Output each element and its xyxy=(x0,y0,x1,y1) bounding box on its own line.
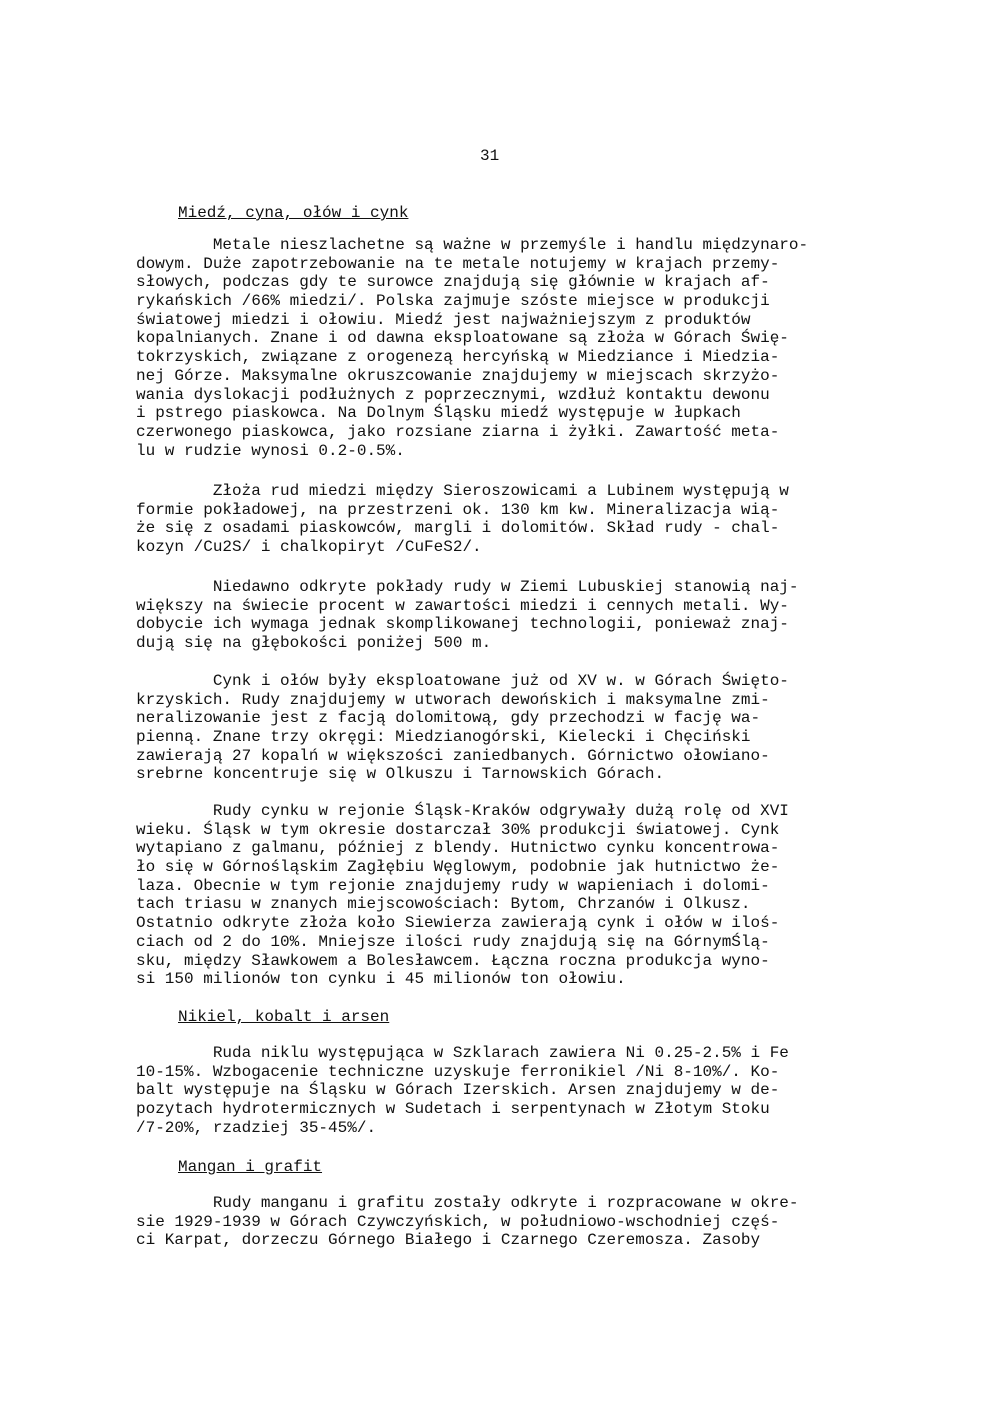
section-heading-copper-tin-lead-zinc: Miedź, cyna, ołów i cynk xyxy=(178,204,409,222)
text-line: wania dyslokacji podłużnych z poprzecznymi, wzdłuż kontaktu dewonu xyxy=(136,385,770,404)
text-line: rykańskich /66% miedzi/. Polska zajmuje szóste miejsce w produkcji xyxy=(136,292,770,311)
text-line: ci Karpat, dorzeczu Górnego Białego i Czarnego Czeremosza. Zasoby xyxy=(136,1231,761,1250)
text-line: /7-20%, rzadziej 35-45%/. xyxy=(136,1118,377,1137)
text-line: dują się na głębokości poniżej 500 m. xyxy=(136,634,492,653)
section-heading-nickel-cobalt-arsenic: Nikiel, kobalt i arsen xyxy=(178,1008,390,1026)
text-line: wieku. Śląsk w tym okresie dostarczał 30% produkcji światowej. Cynk xyxy=(136,820,780,839)
paragraph-zinc-lead-swietokrzyskie xyxy=(136,672,876,784)
text-line: 10-15%. Wzbogacenie techniczne uzyskuje ferronikiel /Ni 8-10%/. Ko- xyxy=(136,1062,780,1081)
text-line: słowych, podczas gdy te surowce znajdują się głównie w krajach af- xyxy=(136,273,770,292)
text-line: neralizowanie jest z facją dolomitową, gdy przechodzi w fację wa- xyxy=(136,709,761,728)
page-number: 31 xyxy=(480,147,500,165)
paragraph-nickel-cobalt-arsenic xyxy=(136,1044,876,1137)
text-line: Cynk i ołów były eksploatowane już od XV w. w Górach Świętо- xyxy=(136,672,789,690)
text-line: Złoża rud miedzi między Sieroszowicami a Lubinem występują w xyxy=(136,482,789,500)
text-line: dowym. Duże zapotrzebowanie na te metale notujemy w krajach przemy- xyxy=(136,254,780,273)
text-line: Rudy cynku w rejonie Śląsk-Kraków odgrywały dużą rolę od XVI xyxy=(136,802,789,820)
text-line: pienną. Znane trzy okręgi: Miedzianogórski, Kielecki i Chęciński xyxy=(136,728,751,747)
section-heading-manganese-graphite: Mangan i grafit xyxy=(178,1158,323,1176)
text-line: tokrzyskich, związane z orogenezą hercyńską w Miedziance i Miedzia- xyxy=(136,348,780,367)
text-line: dobycie ich wymaga jednak skomplikowanej technologii, ponieważ znaj- xyxy=(136,615,789,634)
text-line: pozytach hydrotermicznych w Sudetach i serpentynach w Złotym Stoku xyxy=(136,1100,770,1119)
text-line: si 150 milionów ton cynku i 45 milionów ton ołowiu. xyxy=(136,970,626,989)
text-line: że się z osadami piaskowców, margli i dolomitów. Skład rudy - chal- xyxy=(136,519,780,538)
paragraph-zinc-silesia-krakow xyxy=(136,802,876,989)
text-line: laza. Obecnie w tym rejonie znajdujemy rudy w wapieniach i dolomi- xyxy=(136,876,770,895)
paragraph-metals-intro xyxy=(136,236,876,460)
text-line: światowej miedzi i ołowiu. Miedź jest najważniejszym z produktów xyxy=(136,310,751,329)
paragraph-sieroszowice-lubin xyxy=(136,482,876,557)
paragraph-lubuska-deposits xyxy=(136,578,876,653)
text-line: srebrne koncentruje się w Olkuszu i Tarnowskich Górach. xyxy=(136,765,665,784)
text-line: wytapiano z galmanu, później z blendy. Hutnictwo cynku koncentrowa- xyxy=(136,839,780,858)
text-line: formie pokładowej, na przestrzeni ok. 130 km kw. Mineralizacja wią- xyxy=(136,500,780,519)
text-line: czerwonego piaskowca, jako rozsiane ziarna i żyłki. Zawartość meta- xyxy=(136,422,780,441)
text-line: kopalnianych. Znane i od dawna eksploatowane są złoża w Górach Świę- xyxy=(136,329,789,348)
text-line: Rudy manganu i grafitu zostały odkryte i rozpracowane w okre- xyxy=(136,1194,799,1212)
paragraph-manganese-graphite xyxy=(136,1194,876,1250)
text-line: balt występuje na Śląsku w Górach Izerskich. Arsen znajdujemy w de- xyxy=(136,1081,780,1100)
text-line: sku, między Sławkowem a Bolesławcem. Łączna roczna produkcja wyno- xyxy=(136,951,770,970)
text-line: sie 1929-1939 w Górach Czywczyńskich, w południowo-wschodniej częś- xyxy=(136,1212,780,1231)
text-line: lu w rudzie wynosi 0.2-0.5%. xyxy=(136,441,405,460)
text-line: ło się w Górnośląskim Zagłębiu Węglowym, podobnie jak hutnictwo że- xyxy=(136,858,780,877)
text-line: Metale nieszlachetne są ważne w przemyśle i handlu międzynaro- xyxy=(136,236,809,254)
text-line: większy na świecie procent w zawartości miedzi i cennych metali. Wy- xyxy=(136,596,789,615)
text-line: krzyskich. Rudy znajdujemy w utworach dewońskich i maksymalne zmi- xyxy=(136,690,770,709)
text-line: ciach od 2 do 10%. Mniejsze ilości rudy znajdują się na GórnymŚlą- xyxy=(136,932,770,951)
text-line: nej Górze. Maksymalne okruszcowanie znajdujemy w miejscach skrzyżo- xyxy=(136,366,780,385)
text-line: tach triasu w znanych miejscowościach: Bytom, Chrzanów i Olkusz. xyxy=(136,895,751,914)
text-line: i pstrego piaskowca. Na Dolnym Śląsku miedź występuje w łupkach xyxy=(136,404,741,423)
text-line: zawierają 27 kopalń w większości zaniedbanych. Górnictwo ołowiano- xyxy=(136,746,770,765)
text-line: kozyn /Cu2S/ i chalkopiryt /CuFeS2/. xyxy=(136,538,482,557)
text-line: Niedawno odkryte pokłady rudy w Ziemi Lubuskiej stanowią naj- xyxy=(136,578,799,596)
text-line: Ruda niklu występująca w Szklarach zawiera Ni 0.25-2.5% i Fe xyxy=(136,1044,789,1062)
text-line: Ostatnio odkryte złoża koło Siewierza zawierają cynk i ołów w iloś- xyxy=(136,914,780,933)
